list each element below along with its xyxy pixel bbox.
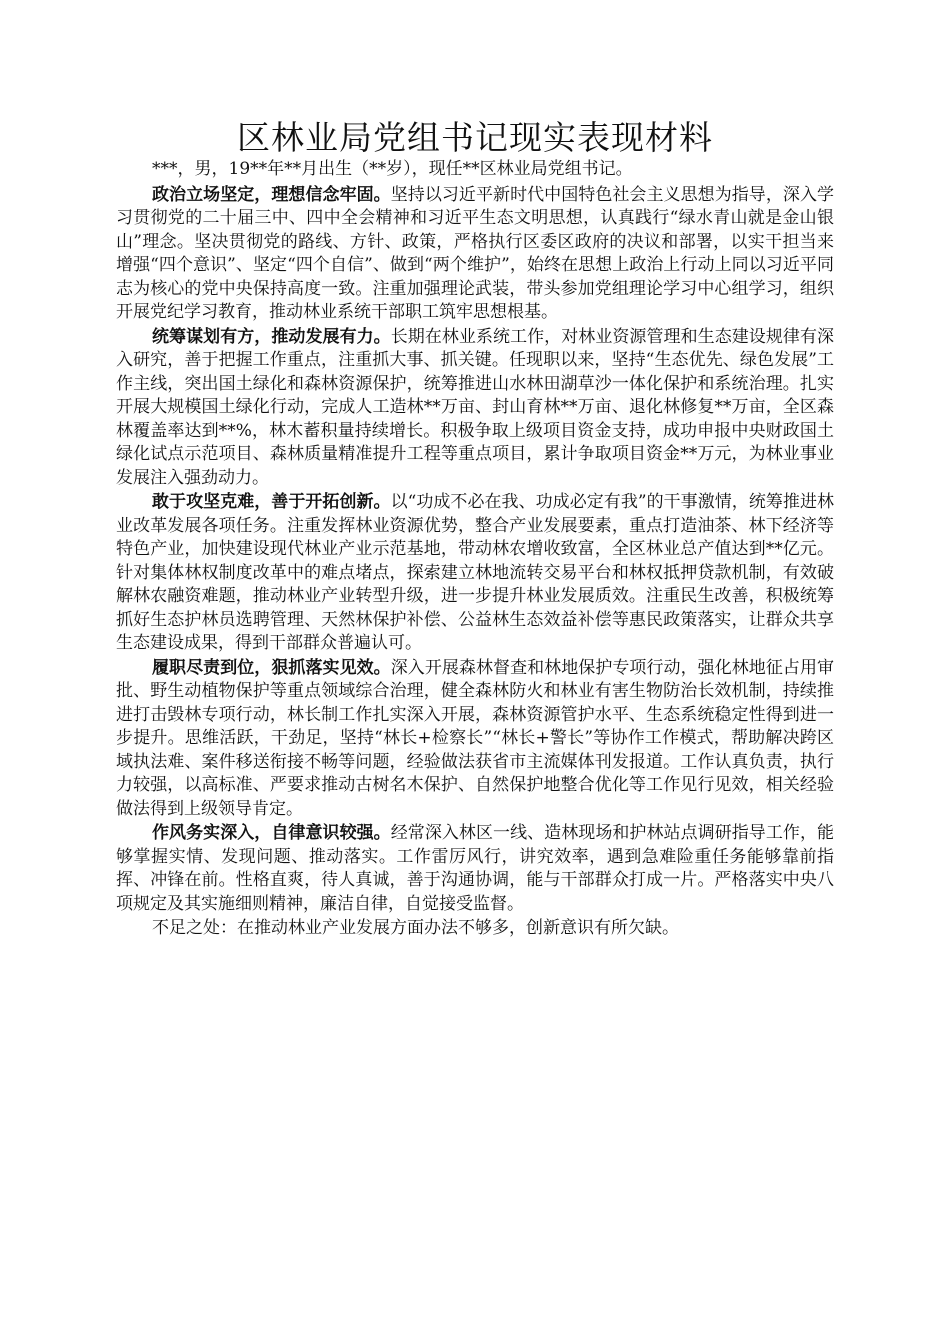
section-duty	[116, 657, 834, 822]
section-political	[116, 184, 834, 325]
document-page	[116, 118, 834, 941]
document-title: 区林业局党组书记现实表现材料	[237, 118, 713, 157]
section-body: 坚持以习近平新时代中国特色社会主义思想为指导，深入学习贯彻党的二十届三中、四中全会精神和习近平生态文明思想，认真践行“绿水青山就是金山银山”理念。坚决贯彻党的路线、方针、政策，严格执行区委区政府的决议和部署，以实干担当来增强“四个意识”、坚定“四个自信”、做到“两个维护”，始终在思想上政治上行动上同以习近平同志为核心的党中央保持高度一致。注重加强理论武装，带头参加党组理论学习中心组学习，组织开展党纪学习教育，推动林业系统干部职工筑牢思想根基。	[116, 184, 834, 322]
section-body: 长期在林业系统工作，对林业资源管理和生态建设规律有深入研究，善于把握工作重点，注重抓大事、抓关键。任现职以来，坚持“生态优先、绿色发展”工作主线，突出国土绿化和森林资源保护，统筹推进山水林田湖草沙一体化保护和系统治理。扎实开展大规模国土绿化行动，完成人工造林**万亩、封山育林**万亩、退化林修复**万亩，全区森林覆盖率达到**%，林木蓄积量持续增长。积极争取上级项目资金支持，成功申报中央财政国土绿化试点示范项目、森林质量精准提升工程等重点项目，累计争取项目资金**万元，为林业事业发展注入强劲动力。	[116, 326, 834, 488]
section-body: 深入开展森林督查和林地保护专项行动，强化林地征占用审批、野生动植物保护等重点领域综合治理，健全森林防火和林业有害生物防治长效机制，持续推进打击毁林专项行动，林长制工作扎实深入开展，森林资源管护水平、生态系统稳定性得到进一步提升。思维活跃，干劲足，坚持“林长+检察长”“林长+警长”等协作工作模式，帮助解决跨区域执法难、案件移送衔接不畅等问题，经验做法获省市主流媒体刊发报道。工作认真负责，执行力较强，以高标准、严要求推动古树名木保护、自然保护地整合优化等工作见行见效，相关经验做法得到上级领导肯定。	[116, 657, 834, 819]
section-lead: 作风务实深入，自律意识较强。	[152, 823, 391, 843]
section-innovation	[116, 491, 834, 656]
closing-paragraph: 不足之处：在推动林业产业发展方面办法不够多，创新意识有所欠缺。	[152, 918, 679, 938]
section-style	[116, 822, 834, 916]
section-lead: 统筹谋划有方，推动发展有力。	[152, 326, 391, 347]
section-lead: 政治立场坚定，理想信念牢固。	[152, 184, 391, 205]
section-planning	[116, 326, 834, 491]
section-lead: 履职尽责到位，狠抓落实见效。	[152, 657, 391, 678]
section-lead: 敢于攻坚克难，善于开拓创新。	[152, 492, 391, 512]
intro-paragraph: ***，男，19**年**月出生（**岁），现任**区林业局党组书记。	[152, 159, 633, 179]
section-body: 经常深入林区一线、造林现场和护林站点调研指导工作，能够掌握实情、发现问题、推动落实。工作雷厉风行，讲究效率，遇到急难险重任务能够靠前指挥、冲锋在前。性格直爽，待人真诚，善于沟通协调，能与干部群众打成一片。严格落实中央八项规定及其实施细则精神，廉洁自律，自觉接受监督。	[116, 823, 834, 914]
section-body: 以“功成不必在我、功成必定有我”的干事激情，统筹推进林业改革发展各项任务。注重发挥林业资源优势，整合产业发展要素，重点打造油茶、林下经济等特色产业，加快建设现代林业产业示范基地，带动林农增收致富，全区林业总产值达到**亿元。针对集体林权制度改革中的难点堵点，探索建立林地流转交易平台和林权抵押贷款机制，有效破解林农融资难题，推动林业产业转型升级，进一步提升林业发展质效。注重民生改善，积极统筹抓好生态护林员选聘管理、天然林保护补偿、公益林生态效益补偿等惠民政策落实，让群众共享生态建设成果，得到干部群众普遍认可。	[116, 492, 834, 653]
